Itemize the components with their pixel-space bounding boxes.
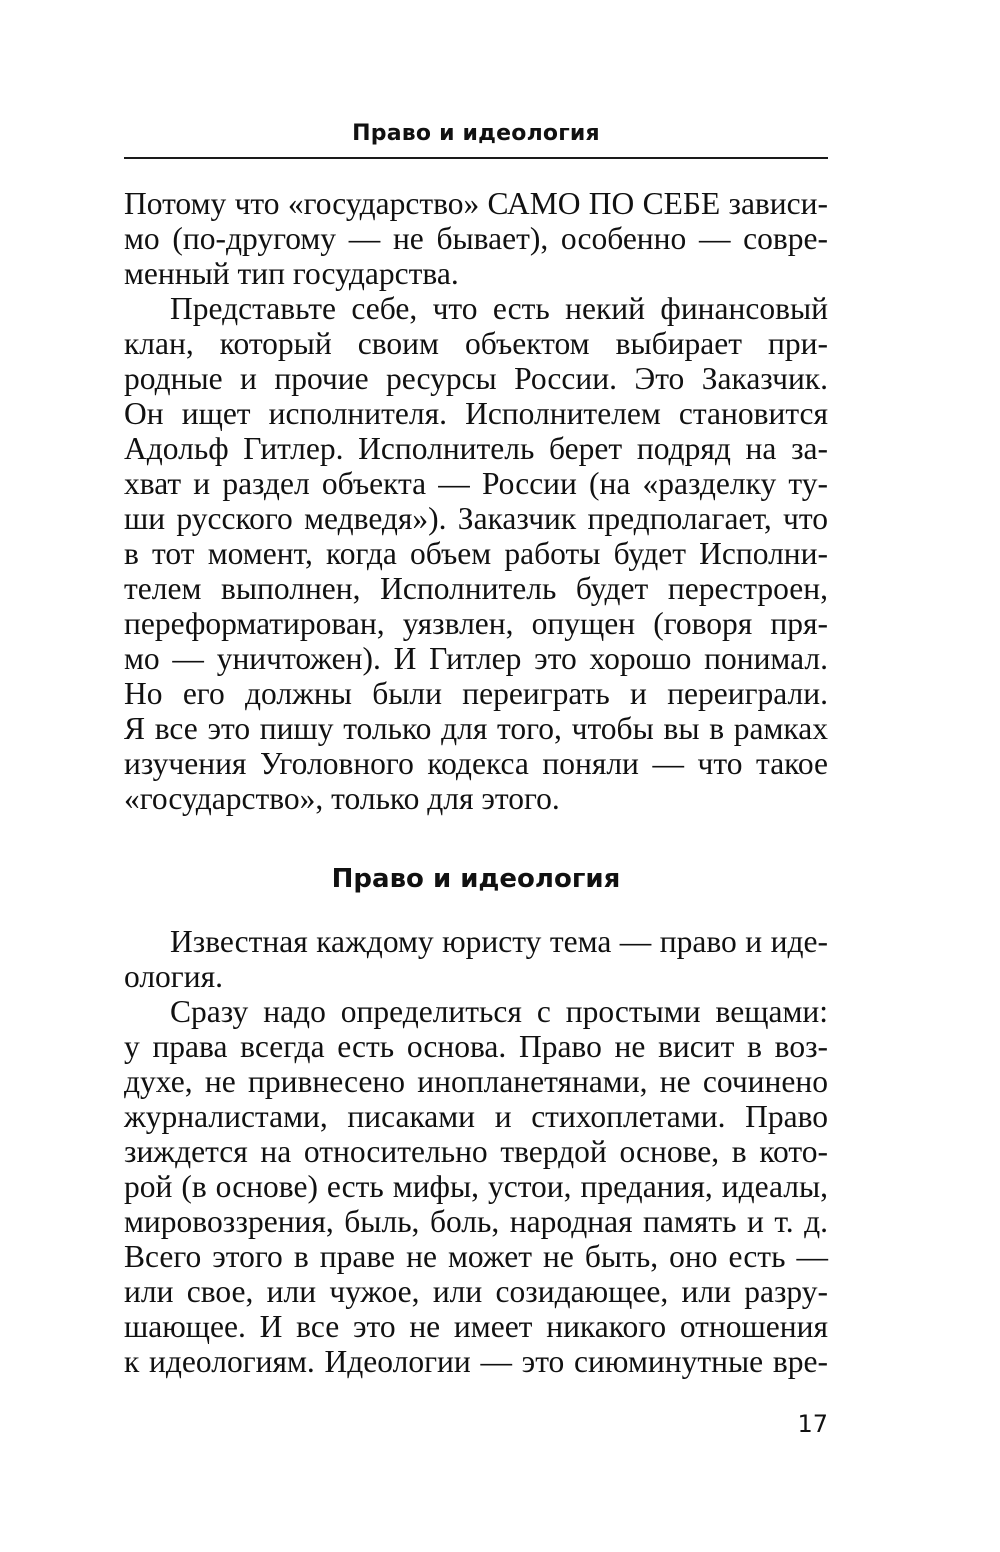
section-title: Право и идеология xyxy=(331,864,621,894)
text-line: Но его должны были переиграть и переиграли. xyxy=(124,676,828,711)
text-line: у права всегда есть основа. Право не висит в воз- xyxy=(124,1029,828,1064)
text-line: хват и раздел объекта — России (на «разделку ту- xyxy=(124,466,828,501)
text-line: родные и прочие ресурсы России. Это Заказчик. xyxy=(124,361,828,396)
text-line: Адольф Гитлер. Исполнитель берет подряд на за- xyxy=(124,431,828,466)
text-line: «государство», только для этого. xyxy=(124,781,560,816)
text-line: переформатирован, уязвлен, опущен (говоря пря- xyxy=(124,606,828,641)
text-line: мо (по-другому — не бывает), особенно — совре- xyxy=(124,221,828,256)
text-line: клан, который своим объектом выбирает при- xyxy=(124,326,828,361)
text-line: менный тип государства. xyxy=(124,256,459,291)
text-line: Всего этого в праве не может не быть, оно есть — xyxy=(124,1239,828,1274)
text-line: духе, не привнесено инопланетянами, не сочинено xyxy=(124,1064,828,1099)
text-line: Он ищет исполнителя. Исполнителем становится xyxy=(124,396,828,431)
running-head: Право и идеология xyxy=(352,121,600,146)
text-line: журналистами, писаками и стихоплетами. Право xyxy=(124,1099,828,1134)
text-line: Известная каждому юристу тема — право и иде- xyxy=(170,924,828,959)
text-line: телем выполнен, Исполнитель будет перестроен, xyxy=(124,571,828,606)
text-line: рой (в основе) есть мифы, устои, предания, идеалы, xyxy=(124,1169,828,1204)
text-line: изучения Уголовного кодекса поняли — что такое xyxy=(124,746,828,781)
header-rule xyxy=(124,157,828,159)
text-line: или свое, или чужое, или созидающее, или разру- xyxy=(124,1274,828,1309)
text-line: ши русского медведя»). Заказчик предполагает, что xyxy=(124,501,828,536)
text-line: мировоззрения, быль, боль, народная память и т. д. xyxy=(124,1204,828,1239)
text-line: Представьте себе, что есть некий финансовый xyxy=(170,291,828,326)
text-line: к идеологиям. Идеологии — это сиюминутные вре- xyxy=(124,1344,828,1379)
text-line: Я все это пишу только для того, чтобы вы в рамках xyxy=(124,711,828,746)
text-line: ология. xyxy=(124,959,223,994)
text-line: шающее. И все это не имеет никакого отношения xyxy=(124,1309,828,1344)
text-line: Сразу надо определиться с простыми вещами: xyxy=(170,994,828,1029)
text-line: мо — уничтожен). И Гитлер это хорошо понимал. xyxy=(124,641,828,676)
text-line: в тот момент, когда объем работы будет Исполни- xyxy=(124,536,828,571)
text-line: зиждется на относительно твердой основе, в кото- xyxy=(124,1134,828,1169)
text-line: Потому что «государство» САМО ПО СЕБЕ зависи- xyxy=(124,186,828,221)
page-number: 17 xyxy=(797,1410,828,1438)
